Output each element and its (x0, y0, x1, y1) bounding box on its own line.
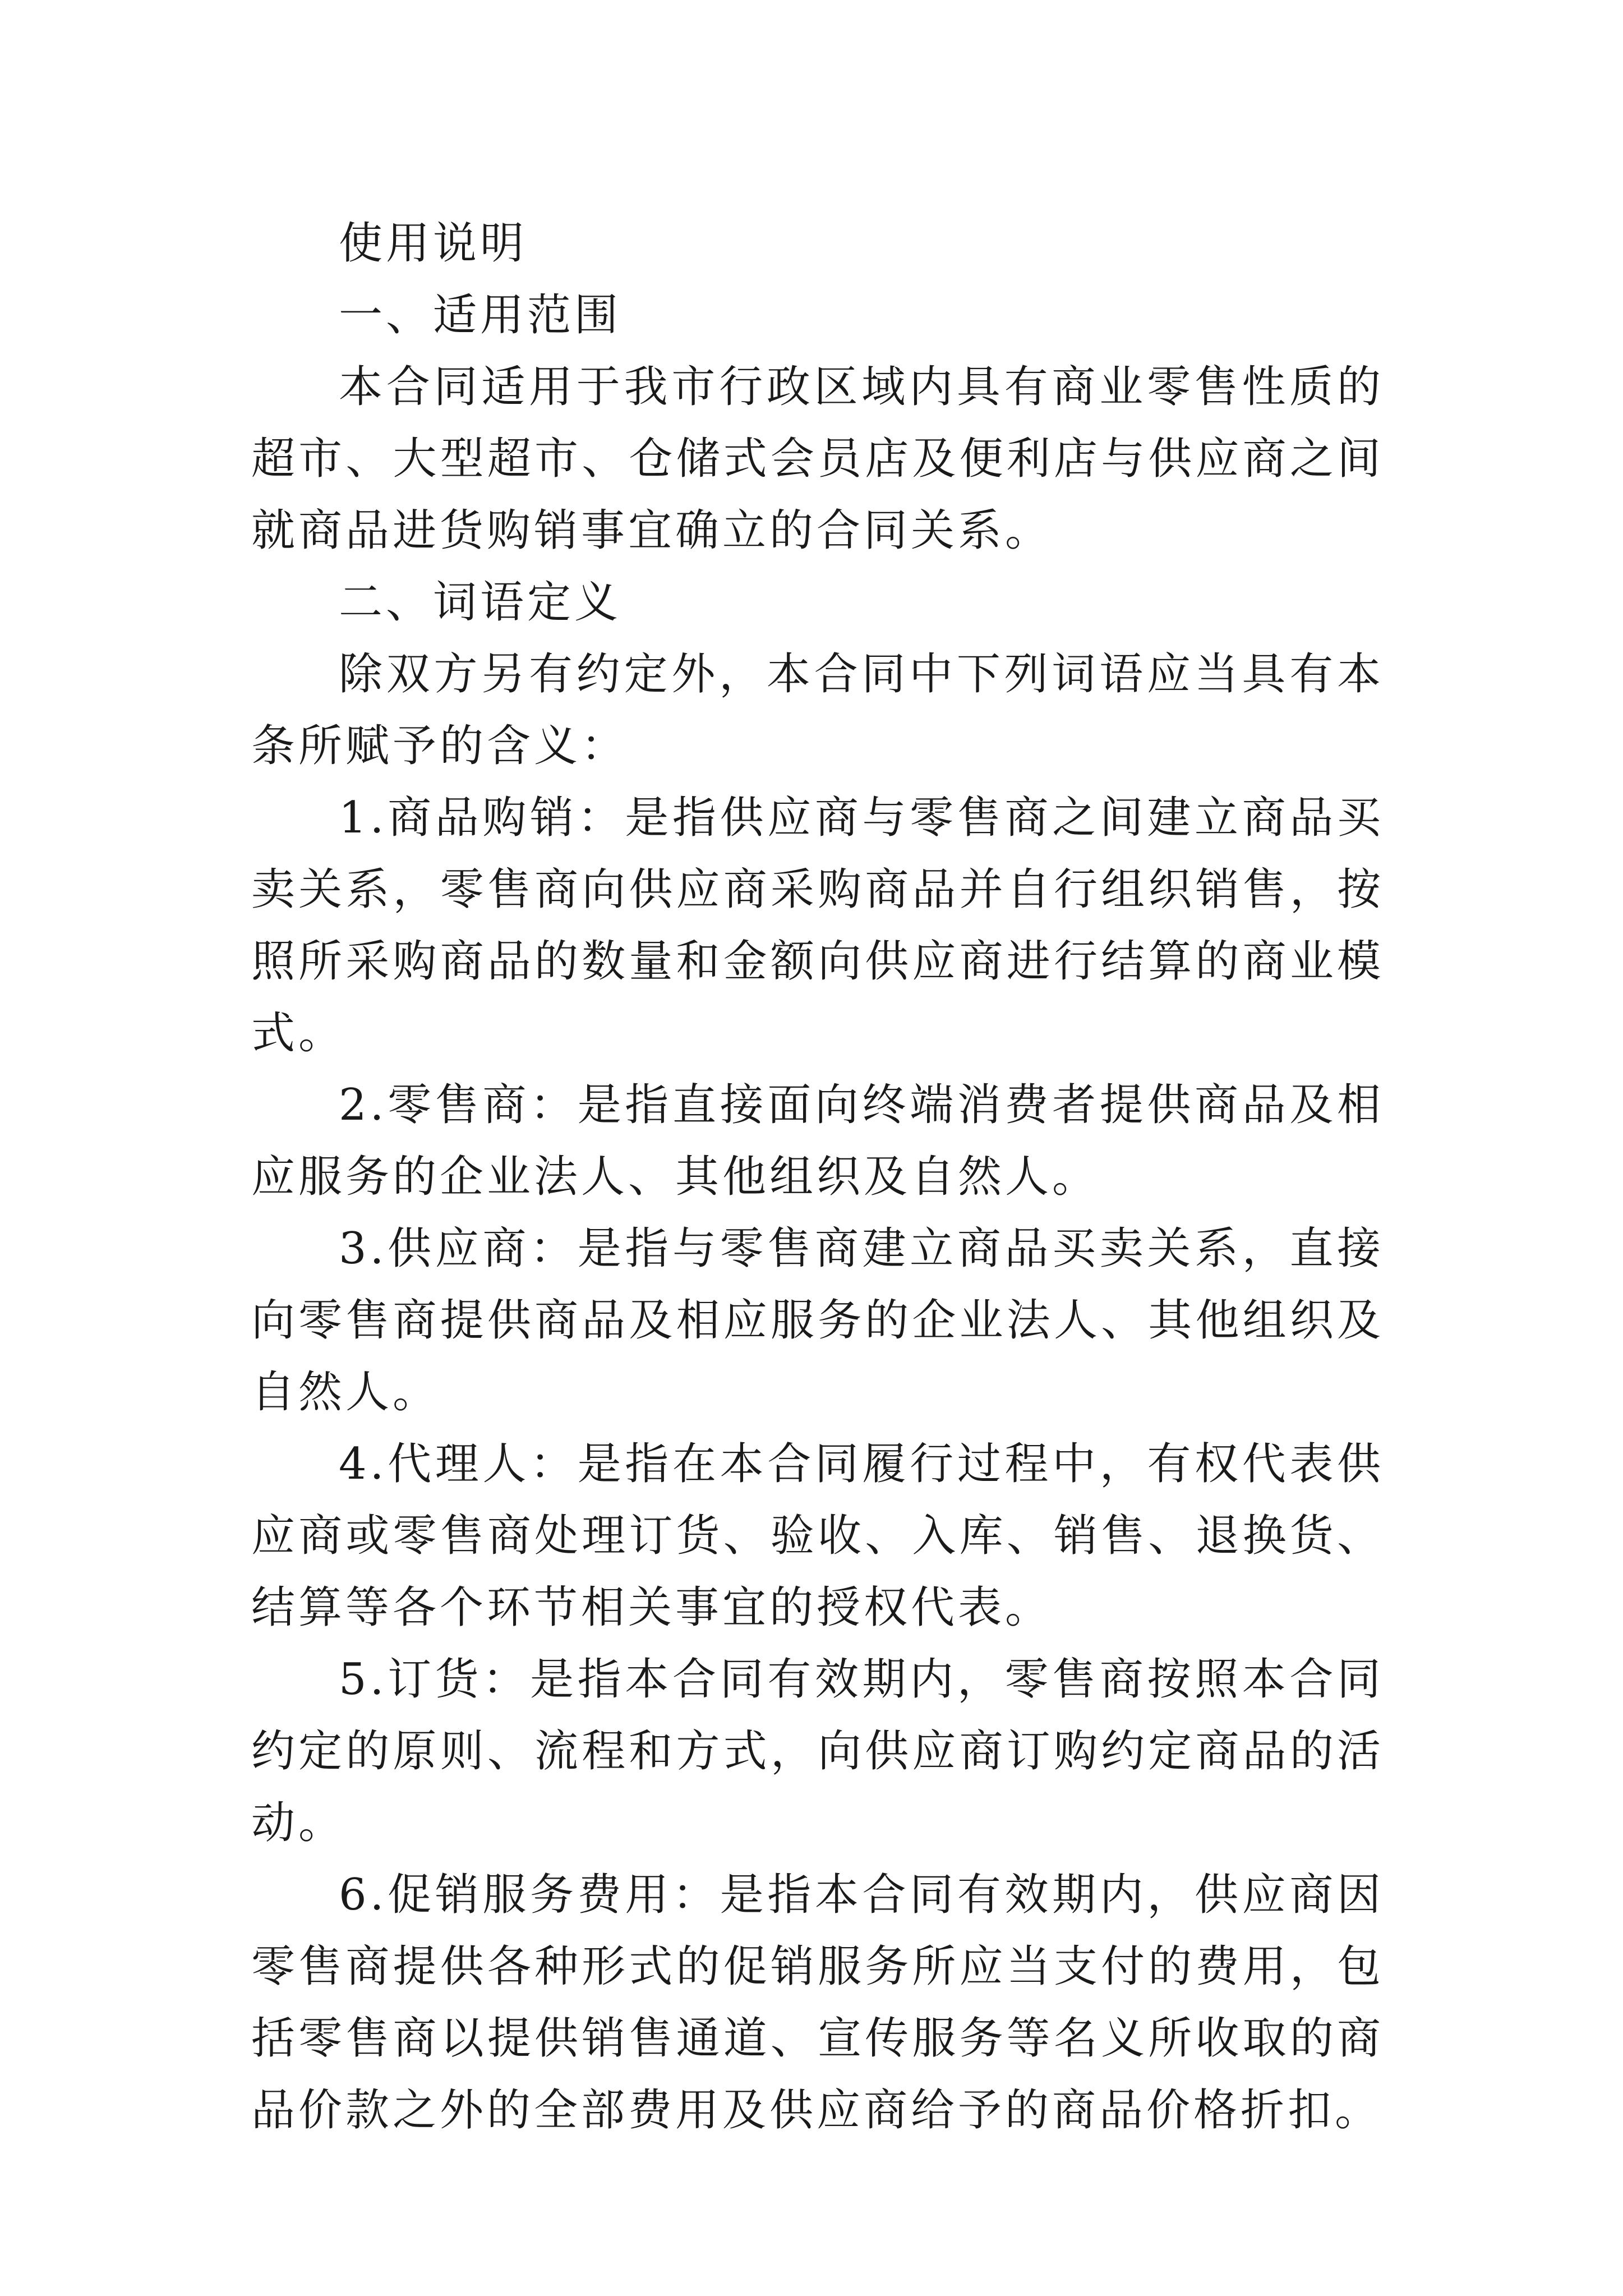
definition-item-3: 3.供应商：是指与零售商建立商品买卖关系，直接向零售商提供商品及相应服务的企业法人、其他组织及自然人。 (251, 1223, 1384, 1418)
document-body (251, 208, 1384, 2146)
definition-item-6: 6.促销服务费用：是指本合同有效期内，供应商因零售商提供各种形式的促销服务所应当支付的费用，包括零售商以提供销售通道、宣传服务等名义所收取的商品价款之外的全部费用及供应商给予的商品价格折扣。 (251, 1870, 1384, 2136)
section-heading-scope: 一、适用范围 (339, 290, 622, 341)
document-title: 使用说明 (339, 218, 528, 269)
definition-item-2: 2.零售商：是指直接面向终端消费者提供商品及相应服务的企业法人、其他组织及自然人。 (251, 1080, 1384, 1202)
definition-item-1: 1.商品购销：是指供应商与零售商之间建立商品买卖关系，零售商向供应商采购商品并自行组织销售，按照所采购商品的数量和金额向供应商进行结算的商业模式。 (251, 793, 1384, 1059)
paragraph-scope: 本合同适用于我市行政区域内具有商业零售性质的超市、大型超市、仓储式会员店及便利店与供应商之间就商品进货购销事宜确立的合同关系。 (251, 362, 1384, 556)
definition-item-4: 4.代理人：是指在本合同履行过程中，有权代表供应商或零售商处理订货、验收、入库、销售、退换货、结算等各个环节相关事宜的授权代表。 (251, 1439, 1384, 1633)
section-heading-definitions: 二、词语定义 (339, 577, 622, 628)
definition-item-5: 5.订货：是指本合同有效期内，零售商按照本合同约定的原则、流程和方式，向供应商订购约定商品的活动。 (251, 1654, 1384, 1848)
paragraph-definitions-intro: 除双方另有约定外，本合同中下列词语应当具有本条所赋予的含义： (251, 649, 1384, 771)
